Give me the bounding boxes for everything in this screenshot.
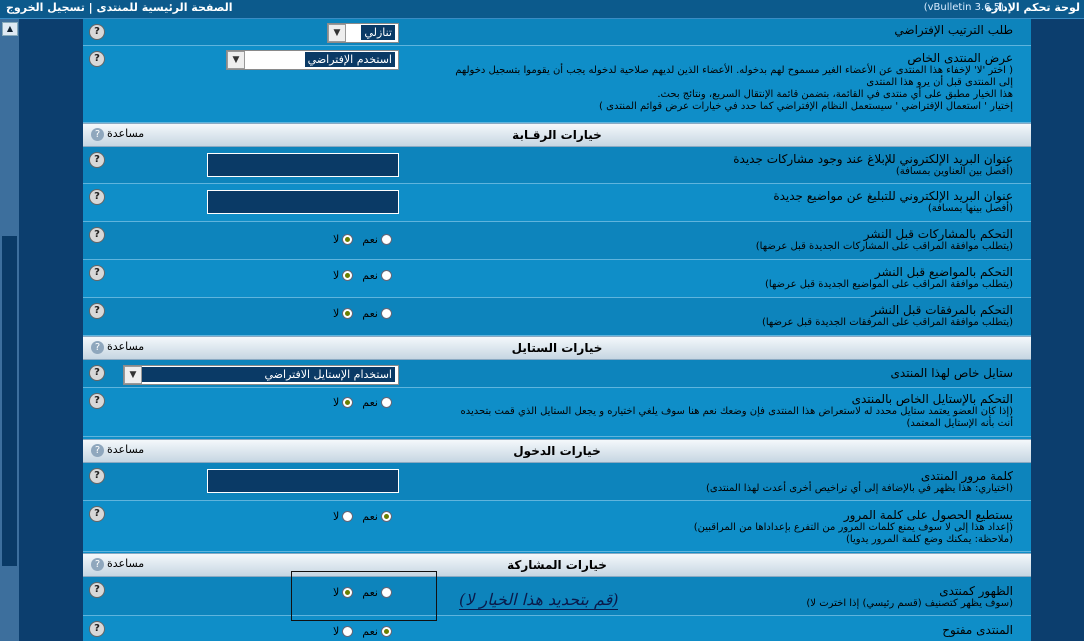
section-moderation-options: ? مساعدة خيارات الرقـابة (83, 123, 1031, 147)
email-posts-input[interactable] (207, 153, 399, 177)
yes-no-radio[interactable]: لا نعم (333, 586, 395, 599)
yes-radio[interactable] (381, 270, 392, 281)
section-style-options: ? مساعدة خيارات الستايل (83, 336, 1031, 360)
yes-radio[interactable] (381, 397, 392, 408)
yes-radio[interactable] (381, 234, 392, 245)
custom-style-select[interactable]: ▼ استخدام الإستايل الافتراضي (123, 365, 399, 385)
help-question-icon[interactable]: ? (89, 506, 105, 522)
scrollbar[interactable] (0, 19, 19, 641)
no-radio[interactable] (342, 511, 353, 522)
help-link[interactable]: ? مساعدة (91, 443, 144, 457)
row-sort-order (83, 19, 1031, 46)
sort-order-select[interactable]: ▼ تنازلي (327, 23, 399, 43)
help-question-icon[interactable]: ? (89, 621, 105, 637)
yes-no-radio[interactable]: لا نعم (333, 510, 395, 523)
help-question-icon[interactable]: ? (89, 468, 105, 484)
no-radio[interactable] (342, 397, 353, 408)
admin-title-bar (0, 0, 1084, 19)
help-question-icon[interactable]: ? (89, 24, 105, 40)
row-forum-open: ? لا نعم المنتدى مفتوح (83, 616, 1031, 641)
help-link[interactable]: ? مساعدة (91, 340, 144, 354)
row-email-new-posts: ? عنوان البريد الإلكتروني للإبلاغ عند وجود مشاركات جديدة (أفصل بين العناوين بمسافة) (83, 147, 1031, 184)
chevron-down-icon: ▼ (227, 51, 245, 69)
help-question-icon[interactable]: ? (89, 227, 105, 243)
control-panel-title: لوحة تحكم الإدارة (985, 1, 1080, 14)
no-radio[interactable] (342, 626, 353, 637)
row-act-as-forum: ? لا نعم الظهور كمنتدى (سوف يظهر كتصنيف (قسم رئيسي) إذا اخترت لا) (83, 577, 1031, 616)
row-custom-style: ? ▼ استخدام الإستايل الافتراضي ستايل خاص لهذا المنتدى (83, 360, 1031, 388)
yes-radio[interactable] (381, 308, 392, 319)
yes-no-radio[interactable]: لا نعم (333, 269, 395, 282)
no-radio[interactable] (342, 234, 353, 245)
help-question-icon[interactable]: ? (89, 265, 105, 281)
row-title: طلب الترتيب الإفتراضي (894, 23, 1013, 37)
help-question-icon[interactable]: ? (89, 303, 105, 319)
row-moderate-attachments: ? لا نعم التحكم بالمرفقات قبل النشر (يتطلب موافقة المراقب على المرفقات الجديدة قبل عرضها) (83, 298, 1031, 336)
row-email-new-threads: ? عنوان البريد الإلكتروني للتبليغ عن مواضيع جديدة (أفصل بينها بمسافة) (83, 184, 1031, 222)
help-question-icon[interactable]: ? (89, 51, 105, 67)
row-desc: إلى المنتدى قبل أن يرو هذا المنتدى (866, 77, 1013, 88)
help-question-icon: ? (91, 128, 104, 141)
row-desc: إختيار ' استعمال الإفتراضي ' سيستعمل النظام الإفتراضي كما حدد في خيارات عرض قوائم المنتدى ) (599, 101, 1013, 112)
yes-radio[interactable] (381, 626, 392, 637)
help-link[interactable]: ? مساعدة (91, 557, 144, 571)
row-moderate-threads: ? لا نعم التحكم بالمواضيع قبل النشر (يتطلب موافقة المراقب على المواضيع الجديدة قبل عرضها) (83, 260, 1031, 298)
highlight-box (291, 571, 437, 621)
chevron-down-icon: ▼ (124, 366, 142, 384)
top-nav-links[interactable]: الصفحة الرئيسية للمنتدى | تسجيل الخروج (6, 1, 233, 14)
row-can-have-password: ? لا نعم يستطيع الحصول على كلمة المرور (إعداد هذا إلى لا سوف يمنع كلمات المرور من التفرع بإعداداها من المراقبين) (ملاحظة: يمكنك وضع كلمة المرور يدويا) (83, 501, 1031, 552)
handwritten-annotation: (قم بتحديد هذا الخيار لا) (459, 590, 619, 609)
forum-settings-form (83, 19, 1031, 641)
scroll-up-arrow-icon[interactable]: ▲ (2, 22, 18, 36)
help-question-icon[interactable]: ? (89, 365, 105, 381)
show-private-select[interactable]: ▼ استخدم الإفتراضي (226, 50, 399, 70)
row-show-private (83, 46, 1031, 123)
row-desc: ( اختر 'لا' لإخفاء هذا المنتدى عن الأعضاء الغير مسموح لهم بدخوله. الأعضاء الذين لديهم صلاحية لدخوله يجب أن يقوموا بتسجيل دخولهم (455, 65, 1013, 76)
row-override-style: ? لا نعم التحكم بالإستايل الخاص بالمنتدى (إذا كان العضو يعتمد ستايل محدد له لاستعراض هذا المنتدى فإن وضعك نعم هنا سوف يلغي اختياره و يجعل الستايل الذي قمت بتحديده أنت بأنه الإستايل المعتمد) (83, 388, 1031, 437)
row-desc: هذا الخيار مطبق على أي منتدى في القائمة، بتضمن قائمة الإنتقال السريع، ونتائج بحث. (657, 89, 1013, 100)
frame-gap (19, 19, 83, 641)
nav-frame-edge (1031, 19, 1084, 641)
yes-no-radio[interactable]: لا نعم (333, 307, 395, 320)
chevron-down-icon: ▼ (328, 24, 346, 42)
section-posting-options: ? مساعدة خيارات المشاركة (83, 553, 1031, 577)
email-threads-input[interactable] (207, 190, 399, 214)
section-access-options: ? مساعدة خيارات الدخول (83, 439, 1031, 463)
yes-no-radio[interactable]: لا نعم (333, 396, 395, 409)
scroll-thumb[interactable] (2, 236, 17, 566)
no-radio[interactable] (342, 270, 353, 281)
yes-no-radio[interactable]: لا نعم (333, 625, 395, 638)
help-link[interactable]: ? مساعدة (91, 127, 144, 141)
row-moderate-posts: ? لا نعم التحكم بالمشاركات قبل النشر (يتطلب موافقة المراقب على المشاركات الجديدة قبل عرضها) (83, 222, 1031, 260)
no-radio[interactable] (342, 308, 353, 319)
help-question-icon[interactable]: ? (89, 582, 105, 598)
help-question-icon[interactable]: ? (89, 152, 105, 168)
row-forum-password: ? كلمة مرور المنتدى (اختياري: هذا يظهر في بالإضافة إلى أي تراخيص أخرى أعدت لهذا المنتدى) (83, 463, 1031, 501)
help-question-icon[interactable]: ? (89, 393, 105, 409)
help-question-icon: ? (91, 444, 104, 457)
help-question-icon: ? (91, 341, 104, 354)
yes-no-radio[interactable]: لا نعم (333, 233, 395, 246)
forum-password-input[interactable] (207, 469, 399, 493)
help-question-icon: ? (91, 558, 104, 571)
yes-radio[interactable] (381, 511, 392, 522)
version-label: (vBulletin 3.6.5) (923, 2, 1004, 13)
row-title: عرض المنتدى الخاص (907, 51, 1013, 65)
help-question-icon[interactable]: ? (89, 189, 105, 205)
